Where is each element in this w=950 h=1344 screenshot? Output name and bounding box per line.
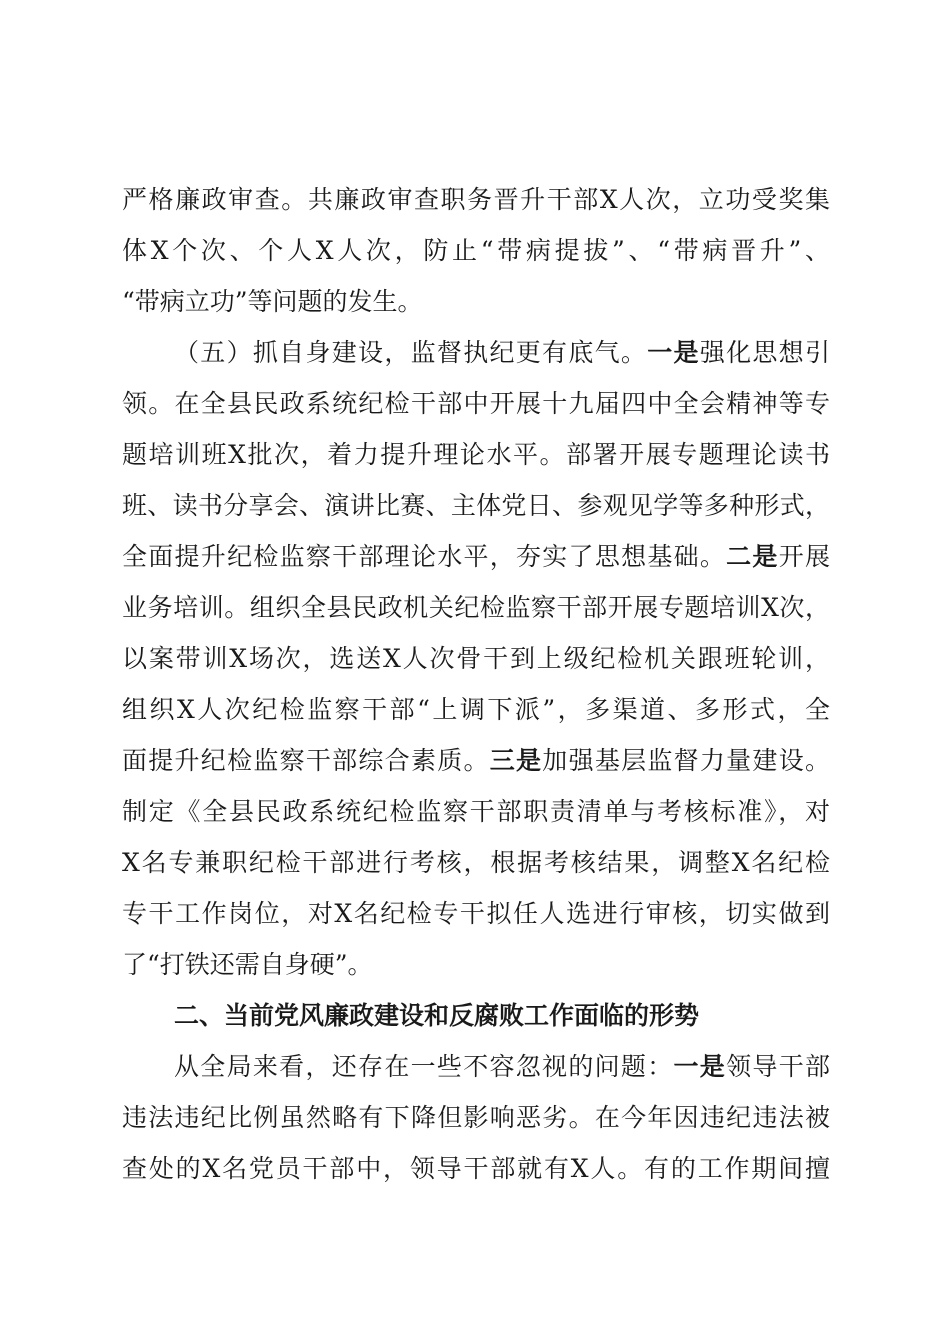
- document-body: [122, 180, 830, 1200]
- text-span: 从全局来看，还存在一些不容忽视的问题：: [174, 1052, 674, 1081]
- paragraph-line: [122, 741, 830, 792]
- paragraph-line: [122, 1047, 830, 1098]
- paragraph-line: 业务培训。组织全县民政机关纪检监察干部开展专题培训X次，: [122, 593, 830, 622]
- text-span: 开展: [778, 542, 830, 571]
- paragraph-line: 以案带训X场次，选送X人次骨干到上级纪检机关跟班轮训，: [122, 644, 830, 673]
- text-span: 强化思想引: [699, 338, 830, 367]
- paragraph-line: 制定《全县民政系统纪检监察干部职责清单与考核标准》，对: [122, 797, 830, 826]
- emphasis-label: 一是: [647, 338, 700, 367]
- paragraph-line: 违法违纪比例虽然略有下降但影响恶劣。在今年因违纪违法被: [122, 1103, 830, 1132]
- paragraph-line: 严格廉政审查。共廉政审查职务晋升干部X人次，立功受奖集: [122, 185, 830, 214]
- text-span: 领导干部: [726, 1052, 830, 1081]
- paragraph-line: 了“打铁还需自身硬”。: [122, 950, 373, 979]
- paragraph-line: 组织X人次纪检监察干部“上调下派”，多渠道、多形式，全: [122, 695, 830, 724]
- text-span: 面提升纪检监察干部综合素质。: [122, 746, 490, 775]
- paragraph-line: 题培训班X批次，着力提升理论水平。部署开展专题理论读书: [122, 440, 830, 469]
- text-span: 全面提升纪检监察干部理论水平，夯实了思想基础。: [122, 542, 727, 571]
- emphasis-label: 二是: [726, 542, 779, 571]
- paragraph-line: “带病立功”等问题的发生。: [122, 287, 423, 316]
- paragraph-line: 班、读书分享会、演讲比赛、主体党日、参观见学等多种形式，: [122, 491, 830, 520]
- section-subheading: （五）抓自身建设，监督执纪更有底气。: [174, 338, 648, 367]
- emphasis-label: 一是: [673, 1052, 727, 1081]
- section-heading: 二、当前党风廉政建设和反腐败工作面临的形势: [174, 1001, 700, 1030]
- paragraph-line: 体X个次、个人X人次，防止“带病提拔”、“带病晋升”、: [122, 236, 830, 265]
- emphasis-label: 三是: [489, 746, 543, 775]
- paragraph-line: X名专兼职纪检干部进行考核，根据考核结果，调整X名纪检: [122, 848, 830, 877]
- paragraph-line: 查处的X名党员干部中，领导干部就有X人。有的工作期间擅: [122, 1154, 830, 1183]
- paragraph-line: 领。在全县民政系统纪检干部中开展十九届四中全会精神等专: [122, 389, 830, 418]
- paragraph-line: [122, 333, 830, 384]
- paragraph-line: [122, 537, 830, 588]
- paragraph-line: 专干工作岗位，对X名纪检专干拟任人选进行审核，切实做到: [122, 899, 830, 928]
- text-span: 加强基层监督力量建设。: [542, 746, 830, 775]
